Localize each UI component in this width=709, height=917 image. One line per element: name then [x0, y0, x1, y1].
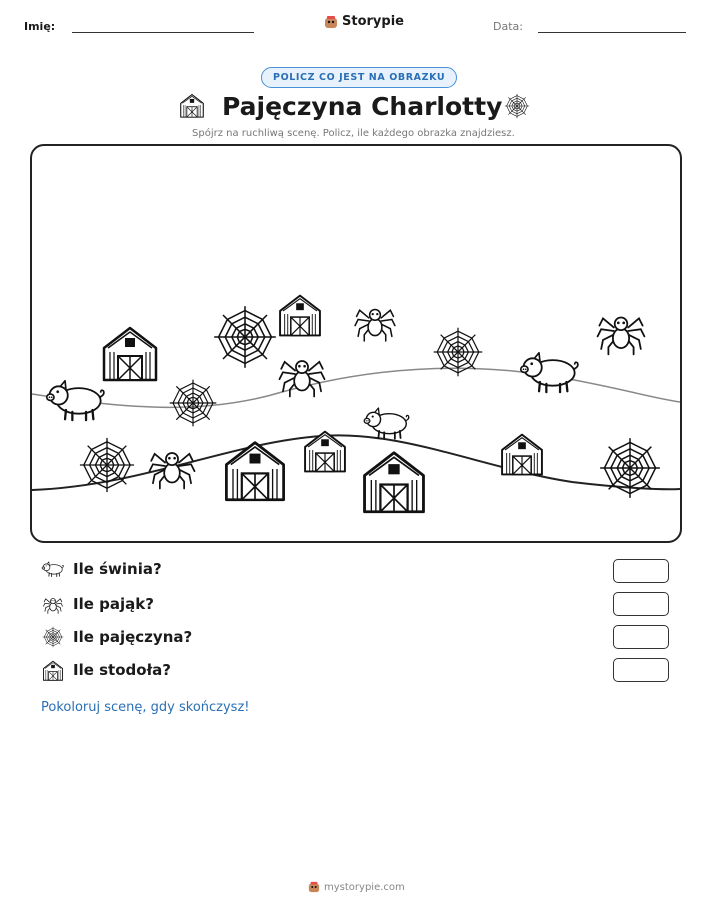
spider-web-icon: [80, 438, 134, 492]
answer-box[interactable]: [613, 658, 669, 682]
storypie-logo-icon: [324, 15, 338, 29]
instruction-badge: POLICZ CO JEST NA OBRAZKU: [261, 67, 457, 88]
page-subtitle: Spójrz na ruchliwą scenę. Policz, ile każdego obrazka znajdziesz.: [192, 128, 515, 139]
name-line[interactable]: [72, 32, 254, 33]
question-row: [41, 626, 671, 659]
page-title: Pajęczyna Charlotty: [222, 92, 503, 121]
answer-box[interactable]: [613, 559, 669, 583]
footer: [308, 881, 405, 893]
question-row: [41, 560, 671, 593]
barn-icon: [280, 296, 320, 336]
question-barn: [41, 659, 671, 681]
barn-icon: [179, 92, 205, 118]
question-list: [41, 560, 671, 692]
spider-icon: [41, 593, 65, 615]
pig-icon: [41, 560, 65, 578]
date-label: Data:: [493, 20, 523, 33]
coloring-note: Pokoloruj scenę, gdy skończysz!: [41, 700, 250, 715]
brand-logo: [324, 14, 404, 29]
spider-web-icon: [41, 626, 65, 648]
counting-scene: [30, 144, 682, 543]
question-spider-web: [41, 626, 671, 648]
question-label: Ile pająk?: [73, 595, 154, 613]
date-line[interactable]: [538, 32, 686, 33]
spider-web-icon: [434, 328, 483, 377]
spider-web-icon: [600, 438, 660, 498]
question-label: Ile pajęczyna?: [73, 628, 193, 646]
spider-icon: [355, 310, 395, 341]
question-label: Ile stodoła?: [73, 661, 171, 679]
barn-icon: [502, 435, 542, 475]
spider-web-icon: [214, 306, 276, 368]
answer-box[interactable]: [613, 592, 669, 616]
question-pig: [41, 560, 671, 578]
spider-web-icon: [170, 380, 217, 427]
pig-icon: [364, 408, 409, 439]
answer-box[interactable]: [613, 625, 669, 649]
barn-icon: [104, 328, 156, 380]
scene-drawing: [32, 146, 680, 541]
storypie-logo-icon: [308, 881, 320, 893]
question-label: Ile świnia?: [73, 560, 162, 578]
footer-url[interactable]: mystorypie.com: [324, 881, 405, 893]
question-row: [41, 593, 671, 626]
brand-name: Storypie: [342, 14, 404, 29]
barn-icon: [365, 453, 424, 512]
question-spider: [41, 593, 671, 615]
barn-icon: [41, 659, 65, 681]
name-label: Imię:: [24, 20, 56, 33]
question-row: [41, 659, 671, 692]
pig-icon: [521, 353, 578, 392]
pig-icon: [47, 381, 104, 420]
spider-web-icon: [504, 93, 530, 119]
spider-icon: [598, 318, 645, 355]
